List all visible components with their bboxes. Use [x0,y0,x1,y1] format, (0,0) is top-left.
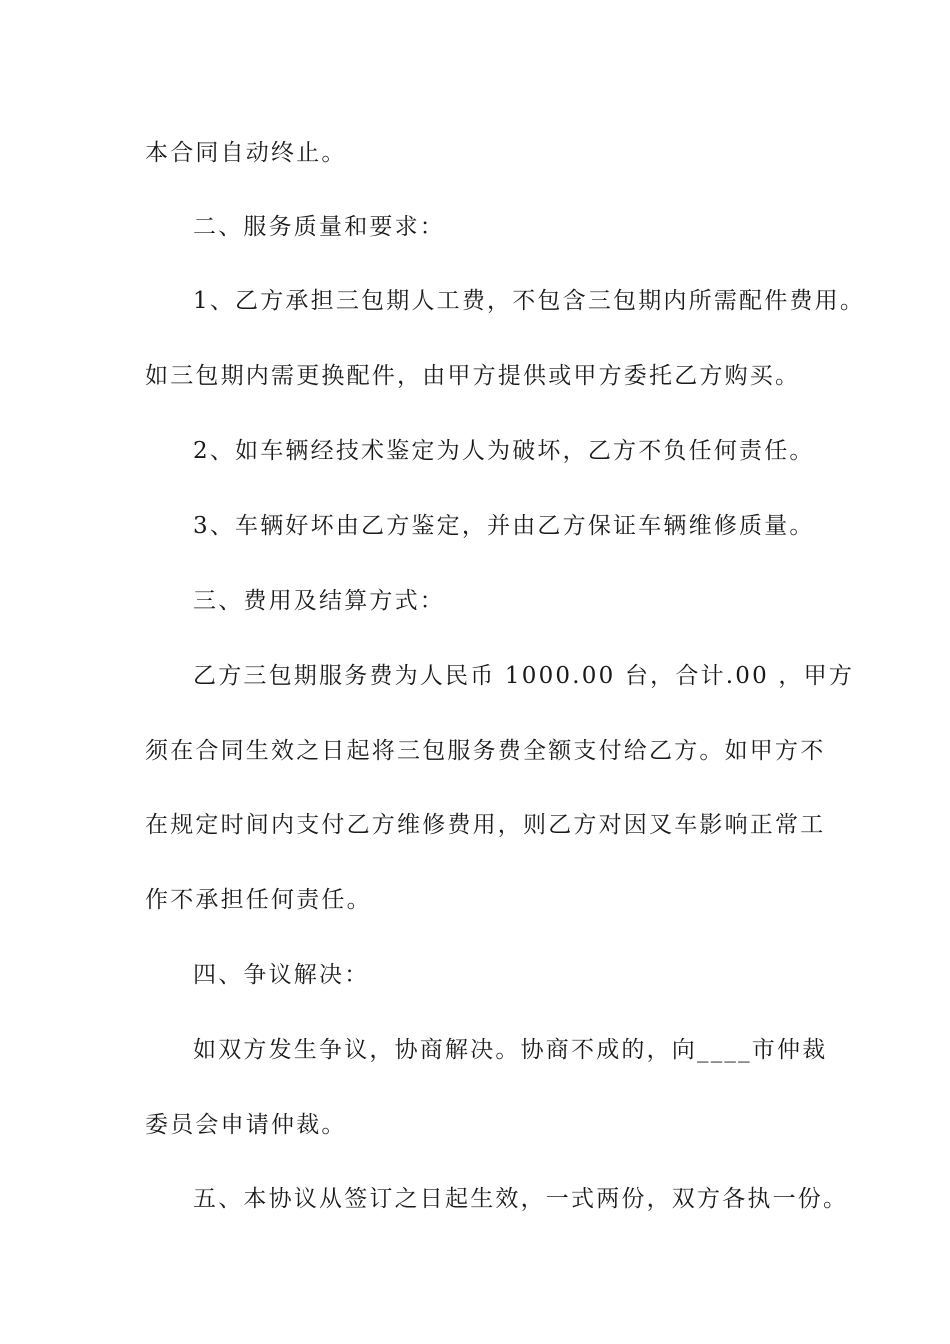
section-heading-dispute: 四、争议解决： [193,962,370,988]
dispute-paragraph-line-2: 委员会申请仲裁。 [145,1112,347,1138]
fee-paragraph-line-4: 作不承担任何责任。 [145,887,372,913]
clause-1-continued: 如三包期内需更换配件，由甲方提供或甲方委托乙方购买。 [145,363,801,389]
fee-paragraph-line-1: 乙方三包期服务费为人民币 1000.00 台，合计.00 ，甲方 [193,663,855,689]
clause-3: 3、车辆好坏由乙方鉴定，并由乙方保证车辆维修质量。 [193,513,815,539]
section-heading-fees: 三、费用及结算方式： [193,588,445,614]
fee-paragraph-line-3: 在规定时间内支付乙方维修费用，则乙方对因叉车影响正常工 [145,812,826,838]
text-line-1: 本合同自动终止。 [145,140,347,166]
clause-1: 1、乙方承担三包期人工费，不包含三包期内所需配件费用。 [193,288,866,314]
section-heading-service-quality: 二、服务质量和要求： [193,214,445,240]
clause-2: 2、如车辆经技术鉴定为人为破坏，乙方不负任何责任。 [193,438,815,464]
fee-paragraph-line-2: 须在合同生效之日起将三包服务费全额支付给乙方。如甲方不 [145,738,826,764]
dispute-paragraph-line-1: 如双方发生争议，协商解决。协商不成的，向____市仲裁 [193,1037,828,1063]
section-effective-clause: 五、本协议从签订之日起生效，一式两份，双方各执一份。 [193,1186,849,1212]
